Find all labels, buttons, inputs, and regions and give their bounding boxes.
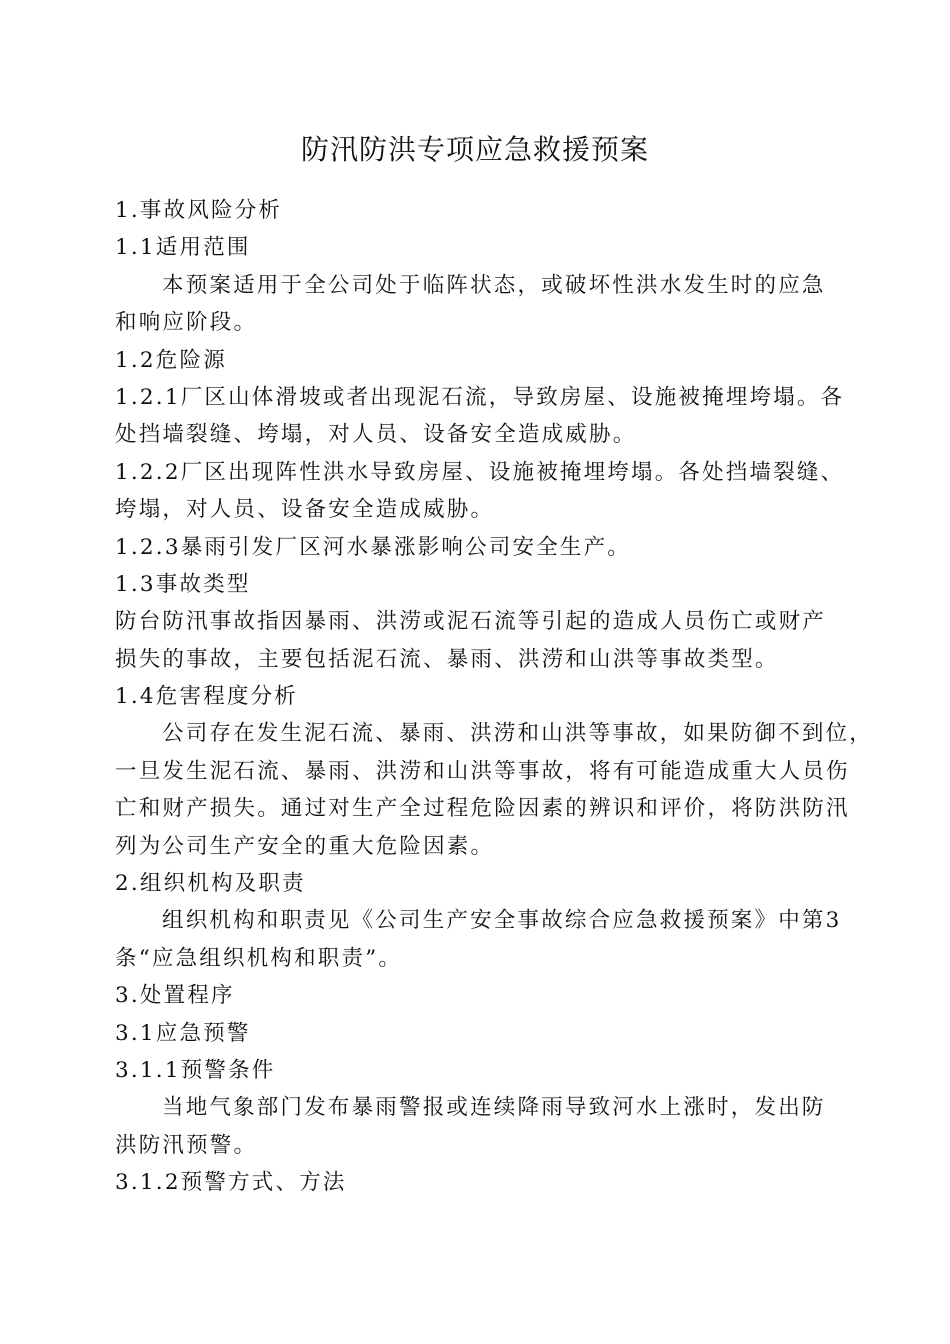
text-line: 1.2.3暴雨引发厂区河水暴涨影响公司安全生产。	[115, 534, 632, 560]
text-line: 公司存在发生泥石流、暴雨、洪涝和山洪等事故，如果防御不到位，	[162, 721, 874, 747]
text-line: 亡和财产损失。通过对生产全过程危险因素的辨识和评价，将防洪防汛	[115, 796, 850, 822]
text-line: 列为公司生产安全的重大危险因素。	[115, 833, 495, 859]
text-line: 3.1.1预警条件	[115, 1057, 276, 1083]
text-line: 1.事故风险分析	[115, 198, 283, 223]
text-line: 1.3事故类型	[115, 571, 251, 597]
text-line: 当地气象部门发布暴雨警报或连续降雨导致河水上涨时，发出防	[162, 1095, 826, 1121]
text-line: 组织机构和职责见《公司生产安全事故综合应急救援预案》中第3	[162, 908, 842, 934]
text-line: 1.2.1厂区山体滑坡或者出现泥石流，导致房屋、设施被掩埋垮塌。各	[115, 384, 845, 410]
text-line: 条“应急组织机构和职责”。	[115, 945, 403, 971]
document-title: 防汛防洪专项应急救援预案	[300, 133, 649, 166]
text-line: 本预案适用于全公司处于临阵状态，或破坏性洪水发生时的应急	[162, 272, 826, 298]
text-line: 损失的事故，主要包括泥石流、暴雨、洪涝和山洪等事故类型。	[115, 646, 779, 672]
text-line: 3.1.2预警方式、方法	[115, 1170, 347, 1196]
text-line: 1.2.2厂区出现阵性洪水导致房屋、设施被掩埋垮塌。各处挡墙裂缝、	[115, 459, 845, 485]
text-line: 3.1应急预警	[115, 1020, 251, 1046]
text-line: 一旦发生泥石流、暴雨、洪涝和山洪等事故，将有可能造成重大人员伤	[115, 758, 850, 784]
text-line: 1.2危险源	[115, 347, 227, 373]
text-line: 处挡墙裂缝、垮塌，对人员、设备安全造成威胁。	[115, 422, 637, 448]
text-line: 防台防汛事故指因暴雨、洪涝或泥石流等引起的造成人员伤亡或财产	[115, 609, 827, 635]
text-line: 3.处置程序	[115, 983, 235, 1009]
text-line: 1.4危害程度分析	[115, 684, 298, 710]
text-line: 2.组织机构及职责	[115, 871, 306, 897]
text-line: 洪防汛预警。	[115, 1132, 258, 1158]
text-line: 1.1适用范围	[115, 235, 251, 261]
document-body	[115, 192, 874, 1202]
text-line: 垮塌，对人员、设备安全造成威胁。	[115, 497, 495, 523]
text-line: 和响应阶段。	[115, 310, 258, 336]
